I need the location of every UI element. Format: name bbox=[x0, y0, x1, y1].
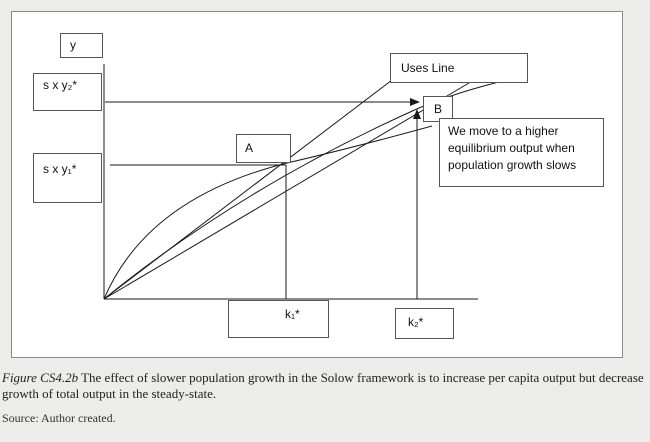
y-axis-label bbox=[60, 33, 103, 58]
uses-line-label-text: Uses Line bbox=[401, 61, 455, 75]
figure-number: Figure CS4.2b bbox=[2, 370, 79, 385]
uses-line-label bbox=[390, 53, 528, 83]
uses-line-flat bbox=[104, 80, 474, 299]
point-a-label-text: A bbox=[245, 141, 254, 155]
source-note: Source: Author created. bbox=[2, 411, 116, 425]
y-axis-label-text: y bbox=[70, 38, 76, 52]
annotation-line-1: We move to a higher bbox=[448, 124, 559, 138]
k2-label-text: k₂* bbox=[408, 315, 424, 329]
annotation-box bbox=[439, 118, 604, 187]
k1-label bbox=[228, 300, 329, 338]
s-y2-label-text: s x y₂* bbox=[43, 78, 77, 92]
annotation-line-2: equilibrium output when bbox=[448, 141, 575, 155]
s-y1-label-text: s x y₁* bbox=[43, 162, 77, 176]
annotation-line-3: population growth slows bbox=[448, 158, 577, 172]
k1-label-text: k₁* bbox=[285, 307, 300, 321]
uses-line-steep bbox=[104, 80, 392, 299]
s-y2-label bbox=[33, 73, 102, 111]
caption-text: The effect of slower population growth in the Solow framework is to increase per capita output but decrease growth of total output in the steady-state. bbox=[2, 370, 644, 401]
k2-label bbox=[395, 308, 454, 339]
figure-panel bbox=[11, 11, 623, 358]
point-b-label-text: B bbox=[434, 102, 443, 116]
point-a-label bbox=[236, 134, 291, 163]
figure-caption bbox=[2, 370, 648, 402]
s-y1-label bbox=[33, 153, 102, 203]
